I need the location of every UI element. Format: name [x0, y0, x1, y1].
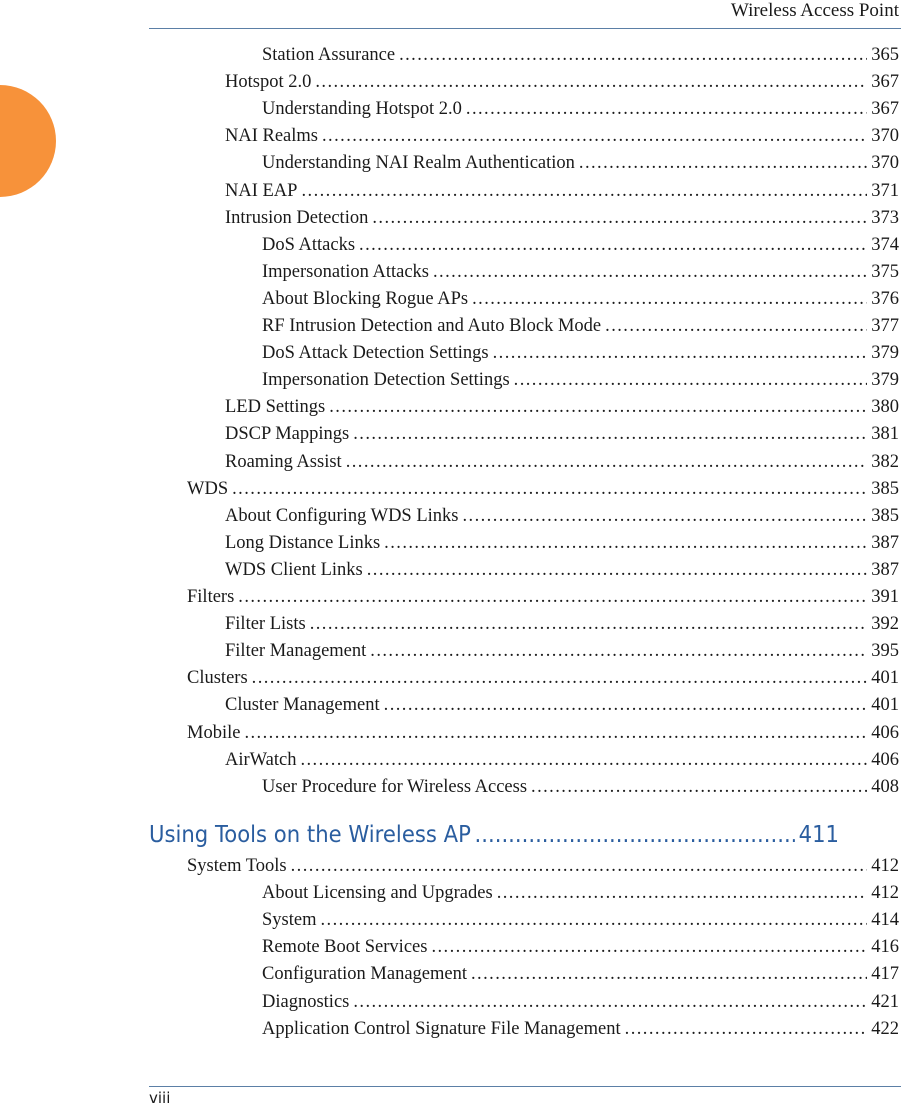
toc-entry-page: 387	[871, 559, 899, 580]
toc-entry-page: 370	[871, 153, 899, 174]
dot-leader	[367, 557, 868, 583]
toc-entry-page: 412	[871, 883, 899, 904]
toc-entry-page: 406	[871, 749, 899, 770]
toc-entry[interactable]	[262, 934, 899, 960]
toc-entry-title: About Blocking Rogue APs	[262, 288, 469, 309]
toc-entry-title: AirWatch	[225, 749, 297, 770]
toc-entry[interactable]	[262, 989, 899, 1015]
toc-entry[interactable]	[262, 313, 899, 339]
footer-rule	[149, 1086, 901, 1087]
dot-leader	[320, 907, 867, 933]
toc-entry-title: Intrusion Detection	[225, 207, 369, 228]
toc-entry-title: Remote Boot Services	[262, 937, 428, 958]
dot-leader	[291, 853, 868, 879]
toc-entry[interactable]	[262, 96, 899, 122]
dot-leader	[359, 232, 867, 258]
toc-entry-page: 381	[871, 424, 899, 445]
toc-entry-page: 406	[871, 722, 899, 743]
toc-entry[interactable]	[262, 1016, 899, 1042]
dot-leader	[579, 150, 867, 176]
toc-entry-page: 379	[871, 370, 899, 391]
dot-leader	[301, 178, 867, 204]
dot-leader	[322, 123, 867, 149]
dot-leader	[493, 340, 868, 366]
dot-leader	[232, 476, 867, 502]
toc-entry-page: 374	[871, 234, 899, 255]
dot-leader	[372, 205, 867, 231]
toc-entry-title: Configuration Management	[262, 964, 467, 985]
toc-entry[interactable]	[187, 720, 899, 746]
toc-entry-title: Application Control Signature File Management	[262, 1018, 621, 1039]
dot-leader	[433, 259, 867, 285]
toc-entry-title: Long Distance Links	[225, 532, 381, 553]
toc-entry-title: LED Settings	[225, 397, 326, 418]
toc-entry-page: 408	[871, 776, 899, 797]
dot-leader	[384, 692, 868, 718]
running-header-title: Wireless Access Point	[730, 0, 899, 21]
toc-entry-page: 370	[871, 126, 899, 147]
toc-entry[interactable]	[262, 286, 899, 312]
toc-entry[interactable]	[187, 584, 899, 610]
toc-entry[interactable]	[225, 638, 899, 664]
toc-entry[interactable]	[225, 503, 899, 529]
toc-entry-title: NAI EAP	[225, 180, 298, 201]
dot-leader	[353, 421, 867, 447]
chapter-page-number: 411	[798, 822, 839, 848]
toc-entry-page: 385	[871, 505, 899, 526]
toc-entry-page: 373	[871, 207, 899, 228]
toc-entry-title: DoS Attacks	[262, 234, 356, 255]
dot-leader	[431, 934, 867, 960]
toc-entry-page: 391	[871, 587, 899, 607]
toc-chapter-entry[interactable]	[149, 818, 839, 852]
toc-entry-title: Filter Lists	[225, 614, 306, 635]
toc-entry[interactable]	[262, 259, 899, 285]
chapter-title: Using Tools on the Wireless AP	[149, 822, 471, 848]
toc-entry-page: 376	[871, 288, 899, 309]
dot-leader	[310, 611, 868, 637]
toc-entry[interactable]	[225, 611, 899, 637]
toc-entry[interactable]	[225, 747, 899, 773]
toc-entry[interactable]	[225, 557, 899, 583]
toc-entry-title: Clusters	[187, 668, 248, 689]
toc-entry-title: RF Intrusion Detection and Auto Block Mode	[262, 316, 602, 336]
toc-entry[interactable]	[225, 421, 899, 447]
toc-entry[interactable]	[262, 150, 899, 176]
toc-entry-title: Cluster Management	[225, 695, 380, 716]
toc-entry[interactable]	[262, 340, 899, 366]
dot-leader	[353, 989, 867, 1015]
toc-entry-page: 401	[871, 695, 899, 716]
toc-entry-title: NAI Realms	[225, 126, 318, 147]
toc-entry[interactable]	[225, 123, 899, 149]
dot-leader	[329, 394, 867, 420]
dot-leader	[625, 1016, 868, 1042]
dot-leader	[300, 747, 867, 773]
toc-entry-title: Hotspot 2.0	[225, 72, 312, 93]
toc-entry[interactable]	[225, 530, 899, 556]
dot-leader	[244, 720, 867, 746]
footer-page-number: viii	[149, 1089, 171, 1107]
toc-entry[interactable]	[262, 880, 899, 906]
toc-entry-title: Understanding NAI Realm Authentication	[262, 153, 575, 174]
toc-entry-page: 395	[871, 641, 899, 662]
dot-leader	[238, 584, 867, 610]
toc-entry-page: 421	[871, 991, 899, 1012]
dot-leader	[384, 530, 867, 556]
toc-entry-title: User Procedure for Wireless Access	[262, 776, 528, 797]
dot-leader	[399, 42, 867, 68]
toc-entry-page: 377	[871, 316, 899, 336]
toc-entry-page: 367	[871, 99, 899, 120]
toc-entry-page: 392	[871, 614, 899, 635]
toc-entry[interactable]	[262, 232, 899, 258]
chapter-tab-marker	[0, 85, 56, 197]
toc-entry-page: 375	[871, 261, 899, 282]
toc-entry-page: 412	[871, 856, 899, 876]
toc-entry-title: Roaming Assist	[225, 451, 342, 472]
toc-entry[interactable]	[225, 69, 899, 95]
dot-leader	[252, 665, 868, 691]
header-rule	[149, 28, 901, 29]
toc-entry-page: 401	[871, 668, 899, 689]
dot-leader	[370, 638, 867, 664]
toc-entry-title: Filter Management	[225, 641, 367, 662]
toc-entry-page: 417	[871, 964, 899, 985]
toc-entry[interactable]	[225, 394, 899, 420]
toc-entry-page: 416	[871, 937, 899, 958]
toc-entry[interactable]	[262, 961, 899, 987]
toc-entry-title: Station Assurance	[262, 45, 396, 65]
toc-entry[interactable]	[225, 178, 899, 204]
toc-entry[interactable]	[225, 205, 899, 231]
toc-entry-page: 365	[871, 45, 899, 65]
toc-entry-title: About Configuring WDS Links	[225, 505, 459, 526]
toc-entry-page: 414	[871, 910, 899, 931]
toc-entry-page: 367	[871, 72, 899, 93]
dot-leader	[346, 449, 868, 475]
dot-leader	[531, 774, 867, 800]
toc-entry-page: 422	[871, 1018, 899, 1039]
toc-entry-title: Impersonation Attacks	[262, 261, 429, 282]
toc-entry[interactable]	[187, 476, 899, 502]
dot-leader	[471, 961, 867, 987]
toc-entry-page: 385	[871, 478, 899, 499]
toc-entry[interactable]	[225, 449, 899, 475]
toc-entry-title: About Licensing and Upgrades	[262, 883, 493, 904]
dot-leader	[605, 313, 867, 339]
toc-entry[interactable]	[187, 853, 899, 879]
toc-entry-title: System Tools	[187, 856, 287, 876]
toc-entry-title: DSCP Mappings	[225, 424, 350, 445]
toc-entry-page: 387	[871, 532, 899, 553]
toc-entry-title: WDS	[187, 478, 229, 499]
toc-entry[interactable]	[262, 774, 899, 800]
dot-leader	[514, 367, 868, 393]
toc-entry-page: 379	[871, 343, 899, 364]
dot-leader	[315, 69, 867, 95]
dot-leader	[497, 880, 868, 906]
toc-entry[interactable]	[262, 367, 899, 393]
toc-entry[interactable]	[262, 907, 899, 933]
toc-entry-title: Mobile	[187, 722, 241, 743]
toc-entry[interactable]	[225, 692, 899, 718]
dot-leader	[475, 818, 795, 852]
toc-entry-page: 380	[871, 397, 899, 418]
toc-entry-title: Filters	[187, 587, 235, 607]
toc-entry-title: Understanding Hotspot 2.0	[262, 99, 462, 120]
toc-entry-title: System	[262, 910, 317, 931]
toc-entry[interactable]	[187, 665, 899, 691]
toc-entry-title: DoS Attack Detection Settings	[262, 343, 489, 364]
toc-entry-page: 371	[871, 180, 899, 201]
toc-entry[interactable]	[262, 42, 899, 68]
toc-entry-title: Impersonation Detection Settings	[262, 370, 510, 391]
toc-entry-page: 382	[871, 451, 899, 472]
toc-entry-title: Diagnostics	[262, 991, 350, 1012]
dot-leader	[466, 96, 867, 122]
toc-entry-title: WDS Client Links	[225, 559, 363, 580]
dot-leader	[472, 286, 867, 312]
dot-leader	[462, 503, 867, 529]
